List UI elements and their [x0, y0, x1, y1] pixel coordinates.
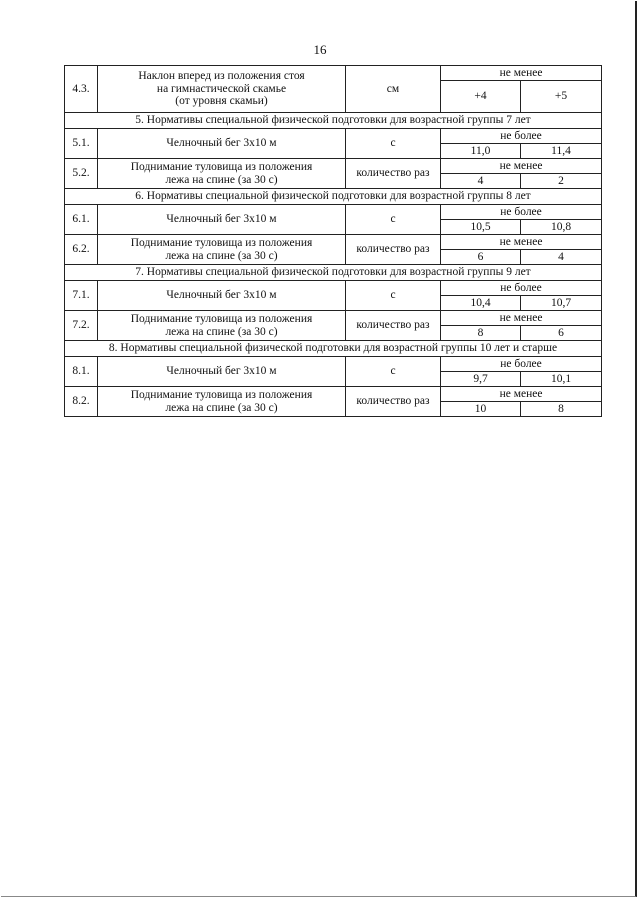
unit-cell: количество раз — [346, 159, 441, 189]
row-number: 7.1. — [65, 281, 98, 311]
exercise-line: лежа на спине (за 30 с) — [165, 325, 278, 338]
exercise-line: Наклон вперед из положения стоя — [138, 70, 305, 83]
unit-cell: с — [346, 281, 441, 311]
sections-body — [65, 113, 602, 417]
exercise-name — [98, 159, 346, 189]
criterion-cell: не более — [441, 357, 602, 372]
unit-cell: количество раз — [346, 235, 441, 265]
criterion-cell: не более — [441, 129, 602, 144]
exercise-name — [98, 205, 346, 235]
value-cell: 4 — [521, 250, 602, 265]
criterion-cell: не менее — [441, 311, 602, 326]
value-cell: 10,7 — [521, 296, 602, 311]
value-cell: 10,4 — [441, 296, 521, 311]
exercise-line: Поднимание туловища из положения — [130, 312, 313, 325]
row-number: 6.1. — [65, 205, 98, 235]
exercise-name — [98, 66, 346, 113]
exercise-name — [98, 235, 346, 265]
exercise-line: лежа на спине (за 30 с) — [165, 401, 278, 414]
table-row — [65, 235, 602, 250]
value-cell: 10,1 — [521, 372, 602, 387]
value-cell: 6 — [441, 250, 521, 265]
table-row — [65, 66, 602, 81]
exercise-line: лежа на спине (за 30 с) — [165, 173, 278, 186]
exercise-name — [98, 387, 346, 417]
exercise-line: (от уровня скамьи) — [175, 95, 268, 108]
value-cell: +4 — [441, 81, 521, 113]
section-header-row — [65, 189, 602, 205]
table-row — [65, 281, 602, 296]
unit-cell: количество раз — [346, 387, 441, 417]
value-cell: 6 — [521, 326, 602, 341]
value-cell: +5 — [521, 81, 602, 113]
exercise-line: Челночный бег 3х10 м — [166, 213, 277, 226]
exercise-line: Челночный бег 3х10 м — [166, 137, 277, 150]
section-header-row — [65, 265, 602, 281]
value-cell: 2 — [521, 174, 602, 189]
unit-cell: с — [346, 205, 441, 235]
table-row — [65, 205, 602, 220]
criterion-cell: не менее — [441, 235, 602, 250]
exercise-line: лежа на спине (за 30 с) — [165, 249, 278, 262]
row-number: 7.2. — [65, 311, 98, 341]
section-title: 5. Нормативы специальной физической подготовки для возрастной группы 7 лет — [65, 113, 602, 129]
value-cell: 10 — [441, 402, 521, 417]
row-number: 8.1. — [65, 357, 98, 387]
value-cell: 10,5 — [441, 220, 521, 235]
value-cell: 8 — [441, 326, 521, 341]
unit-cell: см — [346, 66, 441, 113]
section-title: 8. Нормативы специальной физической подготовки для возрастной группы 10 лет и старше — [65, 341, 602, 357]
criterion-cell: не более — [441, 281, 602, 296]
exercise-name — [98, 357, 346, 387]
section-header-row — [65, 341, 602, 357]
value-cell: 11,4 — [521, 144, 602, 159]
exercise-line: Поднимание туловища из положения — [130, 236, 313, 249]
exercise-line: Поднимание туловища из положения — [130, 160, 313, 173]
page-number: 16 — [313, 42, 327, 57]
row-number: 4.3. — [65, 66, 98, 113]
unit-cell: с — [346, 129, 441, 159]
exercise-line: Поднимание туловища из положения — [130, 388, 313, 401]
table-row — [65, 357, 602, 372]
unit-cell: количество раз — [346, 311, 441, 341]
row-number: 5.1. — [65, 129, 98, 159]
row-number: 5.2. — [65, 159, 98, 189]
exercise-name — [98, 311, 346, 341]
value-cell: 8 — [521, 402, 602, 417]
row-number: 8.2. — [65, 387, 98, 417]
table-row — [65, 159, 602, 174]
table-row — [65, 129, 602, 144]
criterion-cell: не менее — [441, 387, 602, 402]
exercise-line: на гимнастической скамье — [156, 82, 287, 95]
criterion-cell: не более — [441, 205, 602, 220]
section-title: 7. Нормативы специальной физической подготовки для возрастной группы 9 лет — [65, 265, 602, 281]
exercise-name — [98, 281, 346, 311]
value-cell: 4 — [441, 174, 521, 189]
table-row — [65, 311, 602, 326]
value-cell: 11,0 — [441, 144, 521, 159]
unit-cell: с — [346, 357, 441, 387]
criterion-cell: не менее — [441, 159, 602, 174]
criterion-cell: не менее — [441, 66, 602, 81]
exercise-name — [98, 129, 346, 159]
table-row — [65, 387, 602, 402]
value-cell: 10,8 — [521, 220, 602, 235]
row-number: 6.2. — [65, 235, 98, 265]
norms-table — [64, 65, 602, 417]
exercise-line: Челночный бег 3х10 м — [166, 289, 277, 302]
section-header-row — [65, 113, 602, 129]
section-title: 6. Нормативы специальной физической подготовки для возрастной группы 8 лет — [65, 189, 602, 205]
exercise-line: Челночный бег 3х10 м — [166, 365, 277, 378]
value-cell: 9,7 — [441, 372, 521, 387]
